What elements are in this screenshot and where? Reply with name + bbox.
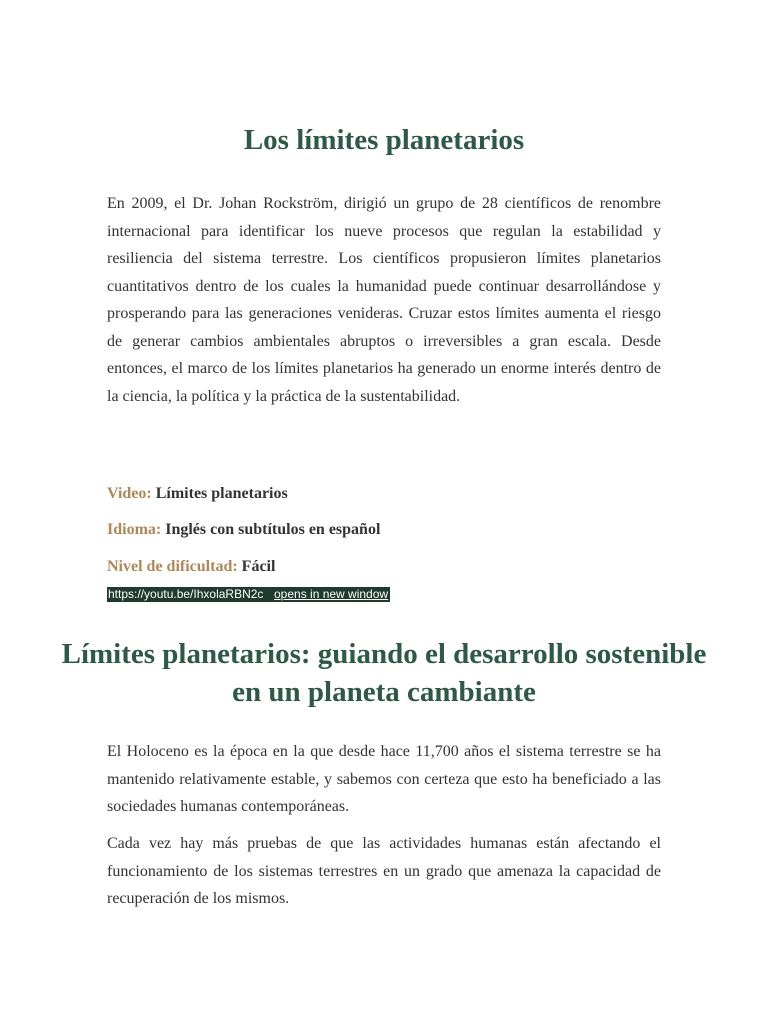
opens-new-window-link[interactable]: opens in new window [271, 587, 390, 602]
body-paragraph-holoceno: El Holoceno es la época en la que desde hace 11,700 años el sistema terrestre se ha mantenido relativamente estable, y sabemos con certeza que esto ha beneficiado a las sociedades humanas contemporáneas. [107, 743, 661, 815]
difficulty-info [107, 556, 275, 578]
video-link-url[interactable]: https://youtu.be/IhxolaRBN2c [107, 587, 271, 602]
language-info [107, 519, 380, 541]
language-value: Inglés con subtítulos en español [165, 521, 381, 538]
video-info [107, 483, 288, 505]
video-link[interactable] [107, 587, 390, 602]
video-value: Límites planetarios [155, 485, 288, 502]
difficulty-label: Nivel de dificultad: [107, 558, 238, 575]
body-paragraph-evidence: Cada vez hay más pruebas de que las actividades humanas están afectando el funcionamiento de los sistemas terrestres en un grado que amenaza la capacidad de recuperación de los mismos. [107, 835, 661, 907]
video-label: Video: [107, 485, 152, 502]
language-label: Idioma: [107, 521, 162, 538]
intro-paragraph: En 2009, el Dr. Johan Rockström, dirigió un grupo de 28 científicos de renombre internacional para identificar los nueve procesos que regulan la estabilidad y resiliencia del sistema terrestre. Los científicos propusieron límites planetarios cuantitativos dentro de los cuales la humanidad puede continuar desarrollándose y prosperando para las generaciones venideras. Cruzar estos límites aumenta el riesgo de generar cambios ambientales abruptos o irreversibles a gran escala. Desde entonces, el marco de los límites planetarios ha generado un enorme interés dentro de la ciencia, la política y la práctica de la sustentabilidad. [107, 195, 661, 405]
section-title: Límites planetarios: guiando el desarrollo sostenible en un planeta cambiante [61, 638, 707, 708]
page-title: Los límites planetarios [243, 124, 525, 156]
difficulty-value: Fácil [241, 558, 276, 575]
